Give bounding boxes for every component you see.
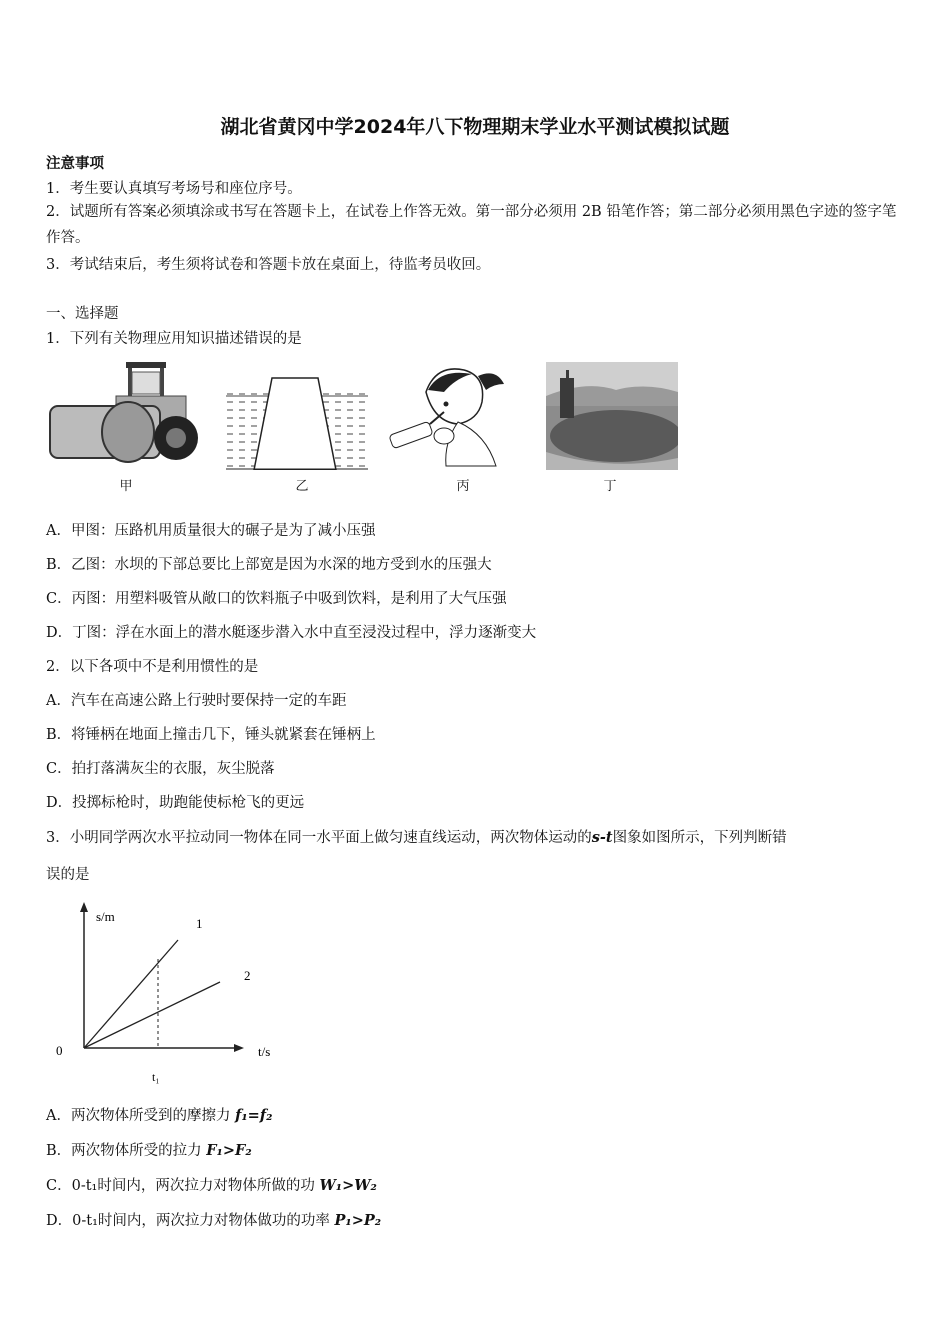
st-graph — [50, 898, 290, 1088]
stem-text: 3．小明同学两次水平拉动同一物体在同一水平面上做匀速直线运动，两次物体运动的 — [46, 830, 592, 846]
option-text: B．两次物体所受的拉力 — [46, 1143, 207, 1159]
girl-straw-image — [386, 362, 510, 470]
option: A．汽车在高速公路上行驶时要保持一定的车距 — [46, 693, 347, 709]
road-roller-image — [48, 358, 200, 470]
option-text: C．0-t₁时间内，两次拉力对物体所做的功 — [46, 1178, 320, 1194]
option — [46, 1139, 252, 1160]
stem-text: 图象如图所示，下列判断错 — [612, 830, 787, 846]
y-axis-arrow — [80, 902, 88, 912]
notice-item: 3．考试结束后，考生须将试卷和答题卡放在桌面上，待监考员收回。 — [46, 257, 491, 273]
x-tick-label: t₁ — [152, 1070, 160, 1084]
series-label-1: 1 — [196, 916, 203, 931]
option: B．将锤柄在地面上撞击几下，锤头就紧套在锤柄上 — [46, 727, 376, 743]
option: C．拍打落满灰尘的衣服，灰尘脱落 — [46, 761, 275, 777]
figure-caption: 乙 — [295, 479, 309, 494]
stem-variable: s-t — [591, 829, 613, 846]
option-math: P₁>P₂ — [334, 1212, 382, 1229]
series-line-1 — [84, 940, 178, 1048]
figure-caption: 丁 — [603, 479, 617, 494]
axes — [80, 902, 244, 1052]
option-text: D．0-t₁时间内，两次拉力对物体做功的功率 — [46, 1213, 335, 1229]
option-math: F₁>F₂ — [206, 1142, 252, 1159]
option: A．甲图：压路机用质量很大的碾子是为了减小压强 — [46, 523, 376, 539]
option-math: f₁=f₂ — [235, 1107, 273, 1124]
figure-caption: 丙 — [456, 479, 470, 494]
question-stem: 2．以下各项中不是利用惯性的是 — [46, 659, 259, 675]
y-axis-label: s/m — [96, 909, 115, 924]
dam-image — [226, 374, 368, 470]
option — [46, 1104, 272, 1125]
page-title: 湖北省黄冈中学2024年八下物理期末学业水平测试模拟试题 — [220, 116, 730, 138]
notice-item: 2．试题所有答案必须填涂或书写在答题卡上，在试卷上作答无效。第一部分必须用 2B 铅笔作答；第二部分必须用黑色字迹的签字笔作答。 — [46, 204, 897, 246]
x-axis-label: t/s — [258, 1044, 271, 1059]
submarine-image — [546, 362, 678, 470]
option: C．丙图：用塑料吸管从敞口的饮料瓶子中吸到饮料，是利用了大气压强 — [46, 591, 507, 607]
question-stem: 1．下列有关物理应用知识描述错误的是 — [46, 331, 302, 347]
option: D．投掷标枪时，助跑能使标枪飞的更远 — [46, 795, 305, 811]
option — [46, 1174, 377, 1195]
option — [46, 1209, 381, 1230]
option: B．乙图：水坝的下部总要比上部宽是因为水深的地方受到水的压强大 — [46, 557, 492, 573]
origin-label: 0 — [56, 1043, 63, 1058]
notice-item: 1．考生要认真填写考场号和座位序号。 — [46, 181, 302, 197]
option: D．丁图：浮在水面上的潜水艇逐步潜入水中直至浸没过程中，浮力逐渐变大 — [46, 625, 537, 641]
option-math: W₁>W₂ — [319, 1177, 377, 1194]
question-stem — [46, 826, 787, 847]
stem-text: 误的是 — [46, 867, 90, 883]
series-lines — [84, 916, 251, 1048]
section-heading: 一、选择题 — [46, 306, 119, 322]
figure-caption: 甲 — [119, 479, 133, 494]
notice-heading: 注意事项 — [46, 155, 104, 172]
option-text: A．两次物体所受到的摩擦力 — [46, 1108, 236, 1124]
x-axis-arrow — [234, 1044, 244, 1052]
series-label-2: 2 — [244, 968, 251, 983]
series-line-2 — [84, 982, 220, 1048]
